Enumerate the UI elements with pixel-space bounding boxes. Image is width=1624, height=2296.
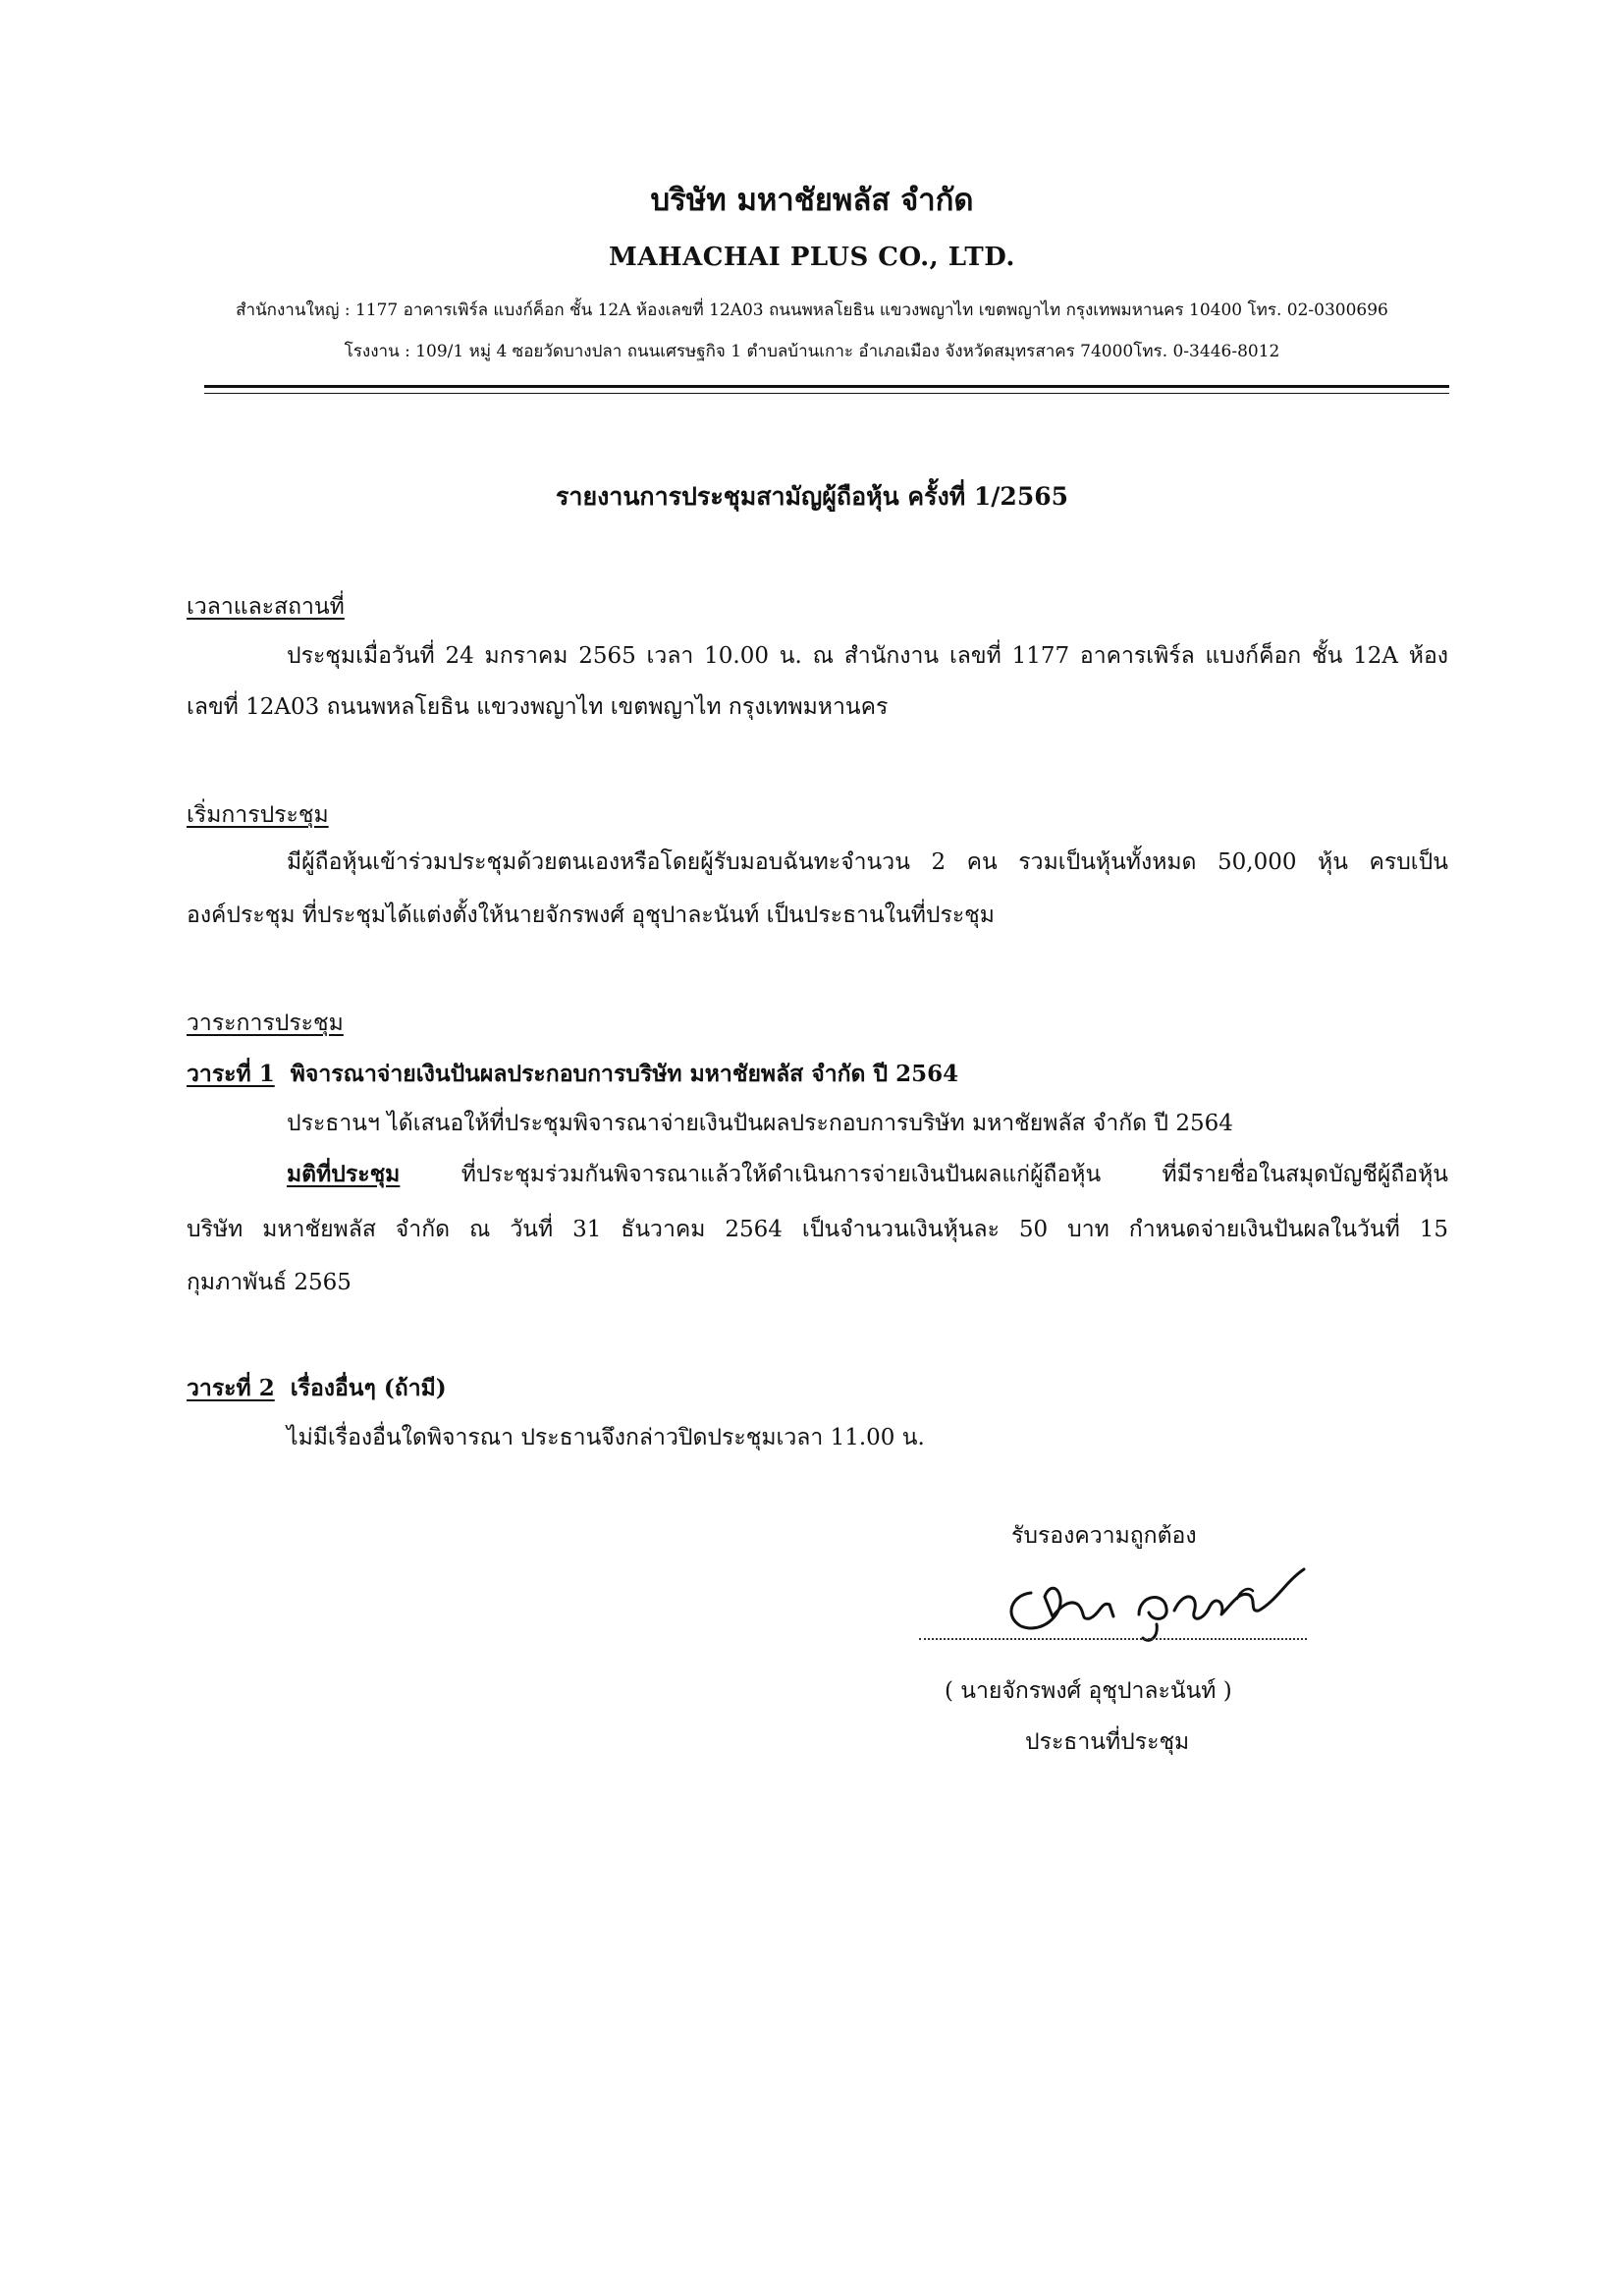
- opening-line-1: มีผู้ถือหุ้นเข้าร่วมประชุมด้วยตนเองหรือโดยผู้รับมอบฉันทะจำนวน 2 คน รวมเป็นหุ้นทั้งหมด 50,000 หุ้น ครบเป็น: [287, 849, 1448, 875]
- letterhead-divider-thick: [204, 385, 1449, 388]
- resolution-line-1: ที่ประชุมร่วมกันพิจารณาแล้วให้ดำเนินการจ่ายเงินปันผลแก่ผู้ถือหุ้น ที่มีรายชื่อในสมุดบัญชีผู้ถือหุ้น: [460, 1162, 1448, 1187]
- resolution-line-2: บริษัท มหาชัยพลัส จำกัด ณ วันที่ 31 ธันวาคม 2564 เป็นจำนวนเงินหุ้นละ 50 บาท กำหนดจ่ายเงินปันผลในวันที่ 15: [187, 1217, 1448, 1242]
- company-name-thai: บริษัท มหาชัยพลัส จำกัด: [650, 183, 974, 218]
- resolution-line-3: กุมภาพันธ์ 2565: [187, 1270, 352, 1295]
- agenda-item-2-number: วาระที่ 2: [187, 1375, 275, 1401]
- signer-role: ประธานที่ประชุม: [1025, 1729, 1190, 1755]
- company-name-english: MAHACHAI PLUS CO., LTD.: [609, 243, 1015, 272]
- opening-line-2: องค์ประชุม ที่ประชุมได้แต่งตั้งให้นายจักรพงศ์ อุชุปาละนันท์ เป็นประธานในที่ประชุม: [187, 902, 995, 928]
- certification-text: รับรองความถูกต้อง: [1011, 1523, 1197, 1549]
- resolution-label: มติที่ประชุม: [287, 1161, 401, 1187]
- factory-address: โรงงาน : 109/1 หมู่ 4 ซอยวัดบางปลา ถนนเศรษฐกิจ 1 ตำบลบ้านเกาะ อำเภอเมือง จังหวัดสมุทรสาคร 74000โทร. 0-3446-8012: [344, 342, 1280, 361]
- agenda-item-2: [187, 1371, 447, 1406]
- report-title: รายงานการประชุมสามัญผู้ถือหุ้น ครั้งที่ 1/2565: [555, 482, 1069, 511]
- opening-heading: เริ่มการประชุม: [187, 802, 329, 828]
- time-place-line-2: เลขที่ 12A03 ถนนพหลโยธิน แขวงพญาไท เขตพญาไท กรุงเทพมหานคร: [187, 694, 889, 720]
- agenda-item-1-number: วาระที่ 1: [187, 1061, 275, 1087]
- time-place-line-1: ประชุมเมื่อวันที่ 24 มกราคม 2565 เวลา 10.00 น. ณ สำนักงาน เลขที่ 1177 อาคารเพิร์ล แบงก์ค็อก ชั้น 12A ห้อง: [287, 643, 1448, 669]
- handwritten-signature: [992, 1556, 1316, 1650]
- agenda-item-1-resolution: [287, 1157, 1448, 1192]
- agenda-item-2-title: เรื่องอื่นๆ (ถ้ามี): [290, 1375, 447, 1401]
- agenda-item-1-title: พิจารณาจ่ายเงินปันผลประกอบการบริษัท มหาชัยพลัส จำกัด ปี 2564: [290, 1061, 959, 1087]
- agenda-item-2-text: ไม่มีเรื่องอื่นใดพิจารณา ประธานจึงกล่าวปิดประชุมเวลา 11.00 น.: [287, 1425, 925, 1450]
- signer-name: ( นายจักรพงศ์ อุชุปาละนันท์ ): [945, 1678, 1232, 1704]
- agenda-item-1: [187, 1057, 958, 1092]
- agenda-heading: วาระการประชุม: [187, 1011, 344, 1036]
- agenda-item-1-proposal: ประธานฯ ได้เสนอให้ที่ประชุมพิจารณาจ่ายเงินปันผลประกอบการบริษัท มหาชัยพลัส จำกัด ปี 2564: [287, 1111, 1233, 1136]
- headquarters-address: สำนักงานใหญ่ : 1177 อาคารเพิร์ล แบงก์ค็อก ชั้น 12A ห้องเลขที่ 12A03 ถนนพหลโยธิน แขวงพญาไท เขตพญาไท กรุงเทพมหานคร 10400 โทร. 02-0300696: [236, 301, 1388, 320]
- letterhead-divider-thin: [204, 393, 1449, 394]
- time-place-heading: เวลาและสถานที่: [187, 594, 345, 620]
- signature-line: [919, 1638, 1307, 1640]
